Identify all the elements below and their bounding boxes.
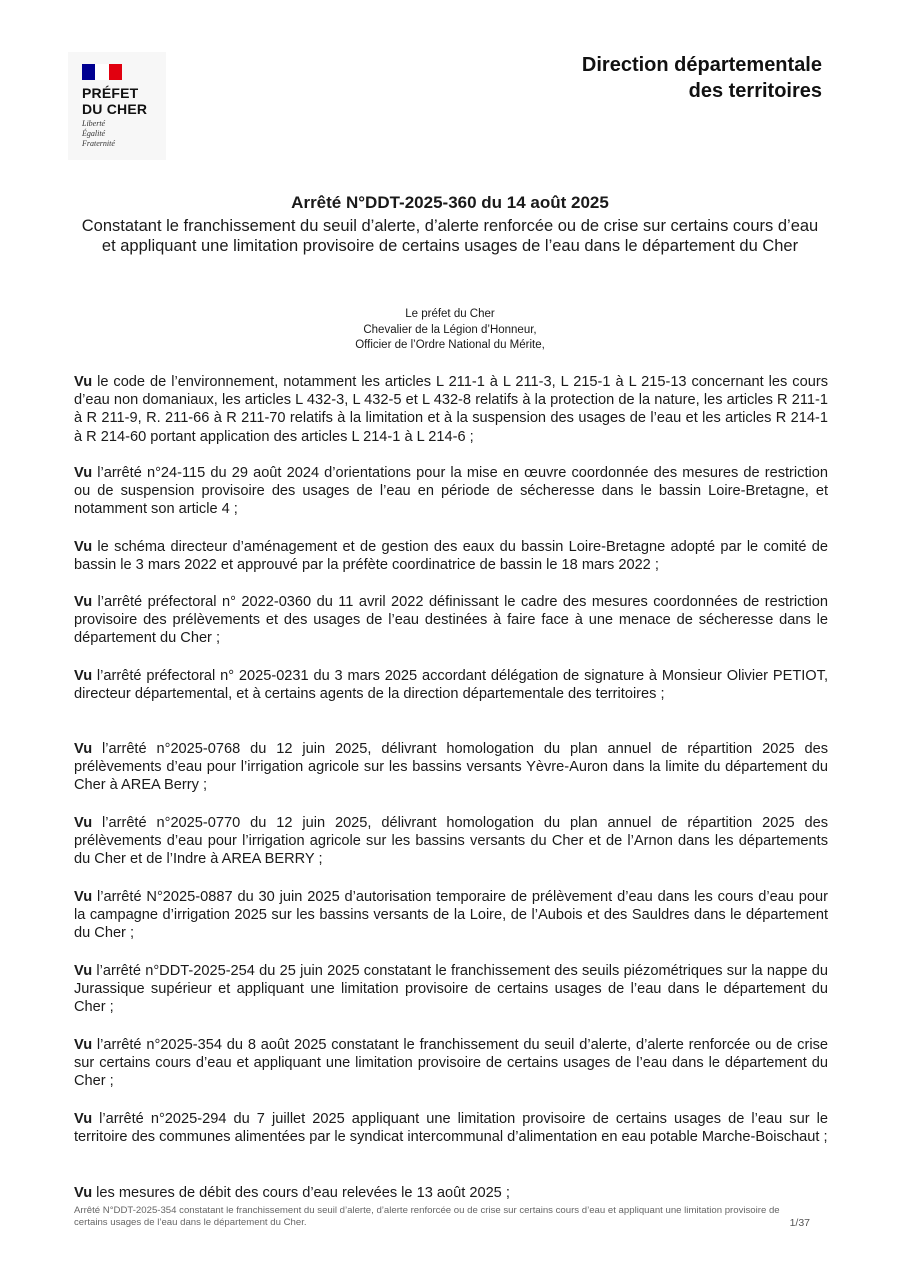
visa-keyword: Vu [74, 1185, 93, 1201]
visa-paragraph [74, 464, 828, 519]
page-number: 1/37 [789, 1217, 810, 1229]
prefet-line-3: Officier de l’Ordre National du Mérite, [355, 339, 545, 351]
visa-keyword: Vu [74, 374, 93, 390]
visa-keyword: Vu [74, 1111, 93, 1127]
visa-paragraph [74, 667, 828, 703]
visa-text: l’arrêté n°2025-0768 du 12 juin 2025, délivrant homologation du plan annuel de répartition 2025 des prélèvements d’eau pour l’irrigation agricole sur les bassins versants Yèvre-Auron dans la limite du département du Cher à AREA Berry ; [74, 741, 828, 794]
prefet-logo [68, 52, 166, 160]
prefet-line-2: Chevalier de la Légion d’Honneur, [363, 323, 537, 336]
marianne-flag-icon [82, 64, 122, 80]
visa-keyword: Vu [74, 668, 93, 684]
direction-line-1: Direction départementale [581, 54, 822, 76]
visa-keyword: Vu [74, 963, 93, 979]
visa-text: l’arrêté N°2025-0887 du 30 juin 2025 d’autorisation temporaire de prélèvement d’eau dans les cours d’eau pour la campagne d’irrigation 2025 sur les bassins versants de la Loire, de l’Aubois et des Sauldres dans le département du Cher ; [74, 889, 828, 942]
visa-keyword: Vu [74, 889, 93, 905]
visa-paragraph [74, 962, 828, 1017]
visa-paragraph [74, 814, 828, 869]
visa-paragraph [74, 1110, 828, 1146]
visa-keyword: Vu [74, 1037, 93, 1053]
flag-white-stripe [95, 64, 109, 80]
motto-fraternite: Fraternité [82, 139, 115, 148]
visa-text: le code de l’environnement, notamment les articles L 211-1 à L 211-3, L 215-1 à L 215-13 concernant les cours d’eau non domaniaux, les articles L 432-3, L 432-5 et L 432-8 relatifs à la protection de la nature, les articles R 211-1 à R 211-9, R. 211-66 à R 211-70 relatifs à la limitation et à la suspension des usages de l’eau et les articles R 214-1 à R 214-60 portant application des articles L 214-1 à L 214-6 ; [74, 374, 828, 445]
visa-keyword: Vu [74, 741, 93, 757]
logo-line-prefet: PRÉFET [82, 85, 139, 101]
visa-text: les mesures de débit des cours d’eau relevées le 13 août 2025 ; [92, 1185, 510, 1201]
motto-egalite: Égalité [82, 129, 106, 138]
visa-text: l’arrêté n°2025-294 du 7 juillet 2025 appliquant une limitation provisoire de certains usages de l’eau sur le territoire des communes alimentées par le syndicat intercommunal d’alimentation en eau potable Marche-Boischaut ; [74, 1111, 828, 1146]
visa-text: l’arrêté préfectoral n° 2022-0360 du 11 avril 2022 définissant le cadre des mesures coordonnées de restriction provisoire des prélèvements et des usages de l’eau destinées à faire face à une menace de sécheresse dans le département du Cher ; [74, 594, 828, 647]
visa-text: l’arrêté n°DDT-2025-254 du 25 juin 2025 constatant le franchissement des seuils piézométriques sur la nappe du Jurassique supérieur et appliquant une limitation provisoire de certains usages de l’eau dans le département du Cher ; [74, 963, 828, 1016]
flag-blue-stripe [82, 64, 95, 80]
visa-text: l’arrêté n°2025-0770 du 12 juin 2025, délivrant homologation du plan annuel de répartition 2025 des prélèvements d’eau pour l’irrigation agricole sur les bassins versants du Cher et de l’Arnon dans les départements du Cher et de l’Indre à AREA BERRY ; [74, 815, 828, 868]
visa-text: l’arrêté n°24-115 du 29 août 2024 d’orientations pour la mise en œuvre coordonnée des mesures de restriction ou de suspension provisoire des usages de l’eau en période de sécheresse dans le bassin Loire-Bretagne, et notamment son article 4 ; [74, 465, 828, 518]
visa-paragraph [74, 538, 828, 574]
visa-paragraph [74, 740, 828, 795]
visa-paragraph [74, 1036, 828, 1091]
visa-text: l’arrêté n°2025-354 du 8 août 2025 constatant le franchissement du seuil d’alerte, d’alerte renforcée ou de crise sur certains cours d’eau et appliquant une limitation provisoire de certains usages de l’eau dans le département du Cher ; [74, 1037, 828, 1090]
direction-heading [582, 52, 822, 104]
visa-keyword: Vu [74, 815, 93, 831]
logo-line-du-cher: DU CHER [82, 101, 148, 117]
document-subtitle: Constatant le franchissement du seuil d’alerte, d’alerte renforcée ou de crise sur certains cours d’eau et appliquant une limitation provisoire de certains usages de l’eau dans le département du Cher [81, 217, 819, 255]
motto-liberte: Liberté [82, 119, 106, 128]
visa-keyword: Vu [74, 539, 93, 555]
visa-paragraph [74, 593, 828, 648]
prefet-line-1: Le préfet du Cher [405, 308, 495, 320]
visa-text: le schéma directeur d’aménagement et de gestion des eaux du bassin Loire-Bretagne adopté par le comité de bassin le 3 mars 2022 et approuvé par la préfète coordinatrice de bassin le 18 mars 2022 ; [74, 539, 828, 574]
page-footer: Arrêté N°DDT-2025-354 constatant le franchissement du seuil d’alerte, d’alerte renforcée ou de crise sur certains cours d’eau et appliquant une limitation provisoire de certains usages de l’eau dans le département du Cher. [74, 1205, 780, 1228]
direction-line-2: des territoires [688, 80, 822, 102]
visa-paragraph [74, 1184, 828, 1202]
visa-keyword: Vu [74, 594, 93, 610]
visa-paragraph [74, 373, 828, 446]
flag-red-stripe [109, 64, 122, 80]
document-title: Arrêté N°DDT-2025-360 du 14 août 2025 [291, 193, 609, 212]
visa-keyword: Vu [74, 465, 93, 481]
visa-paragraph [74, 888, 828, 943]
visa-text: l’arrêté préfectoral n° 2025-0231 du 3 mars 2025 accordant délégation de signature à Monsieur Olivier PETIOT, directeur départemental, et à certains agents de la direction départementale des territoires ; [74, 668, 828, 703]
prefet-identity [250, 307, 650, 354]
